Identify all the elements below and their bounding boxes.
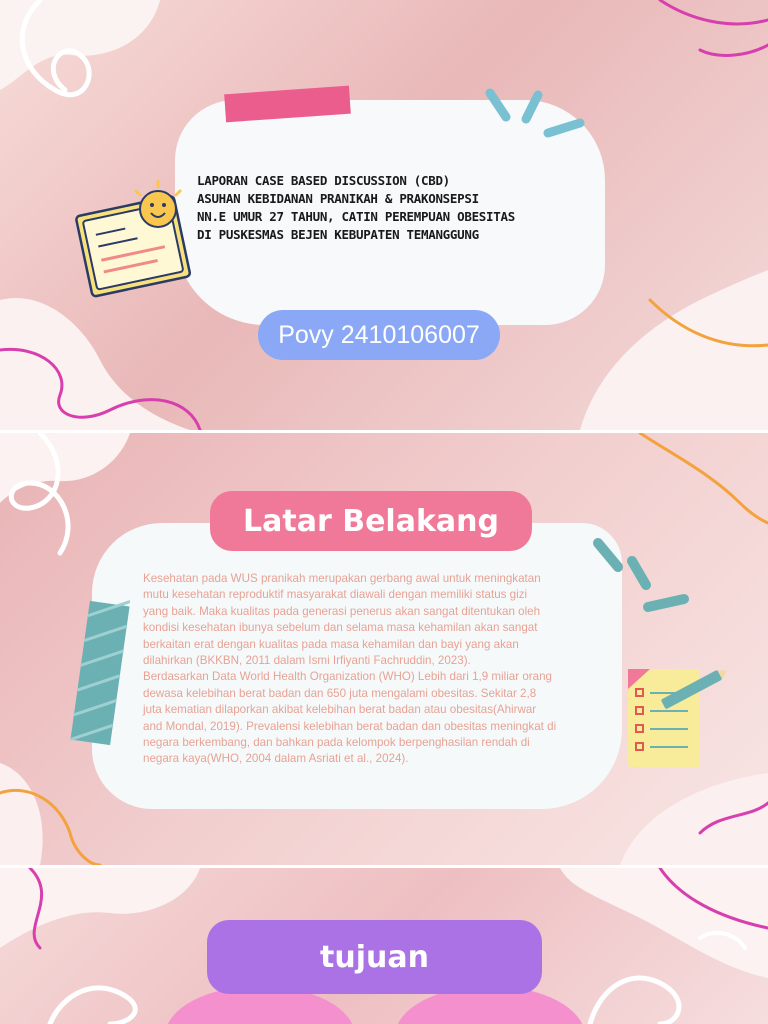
tape-strip: [70, 598, 130, 748]
body-line: mutu kesehatan reproduktif masyarakat diawali dengan memiliki status gizi: [143, 588, 528, 602]
body-line: negara berkembang, dan bahkan pada kelompok berpenghasilan rendah di: [143, 736, 530, 750]
notepad-smiley-icon: [68, 175, 200, 307]
body-line: Berdasarkan Data World Health Organization (WHO) Lebih dari 1,9 miliar orang: [143, 670, 552, 684]
title-line: LAPORAN CASE BASED DISCUSSION (CBD): [197, 173, 450, 188]
body-line: negara kaya(WHO, 2004 dalam Asriati et al., 2024).: [143, 752, 409, 766]
title-line: ASUHAN KEBIDANAN PRANIKAH & PRAKONSEPSI: [197, 191, 479, 206]
body-line: yang baik. Maka kualitas pada generasi penerus akan sangat ditentukan oleh: [143, 604, 541, 618]
section-heading: Latar Belakang: [210, 491, 532, 551]
slide-latar-belakang: [0, 433, 768, 865]
title-line: NN.E UMUR 27 TAHUN, CATIN PEREMPUAN OBESITAS: [197, 209, 515, 224]
body-paragraph: [143, 571, 621, 768]
body-line: Kesehatan pada WUS pranikah merupakan gerbang awal untuk meningkatan: [143, 572, 541, 585]
slide-tujuan: [0, 868, 768, 1024]
author-badge: Povy 2410106007: [258, 310, 500, 360]
body-line: kondisi kesehatan ibunya sebelum dan selama masa kehamilan akan sangat: [143, 621, 538, 635]
title-line: DI PUSKESMAS BEJEN KEBUPATEN TEMANGGUNG: [197, 227, 479, 242]
body-line: juta kematian dilaporkan akibat kelebihan berat badan atau obesitas(Ahirwar: [143, 703, 537, 717]
body-line: berkaitan erat dengan kualitas pada masa kehamilan dan bayi yang akan: [143, 637, 519, 651]
checklist-pencil-icon: [620, 661, 730, 771]
body-line: dewasa kelebihan berat badan dan 650 juta mengalami obesitas. Sekitar 2,8: [143, 686, 537, 700]
sparkle-lines-icon: [480, 85, 590, 155]
section-heading: tujuan: [207, 920, 542, 994]
report-title: [197, 172, 597, 244]
body-line: dilahirkan (BKKBN, 2011 dalam Ismi Irfiyanti Fachruddin, 2023).: [143, 654, 471, 668]
slide-title: [0, 0, 768, 430]
body-line: and Mondal, 2019). Prevalensi kelebihan berat badan dan obesitas meningkat di: [143, 719, 557, 733]
